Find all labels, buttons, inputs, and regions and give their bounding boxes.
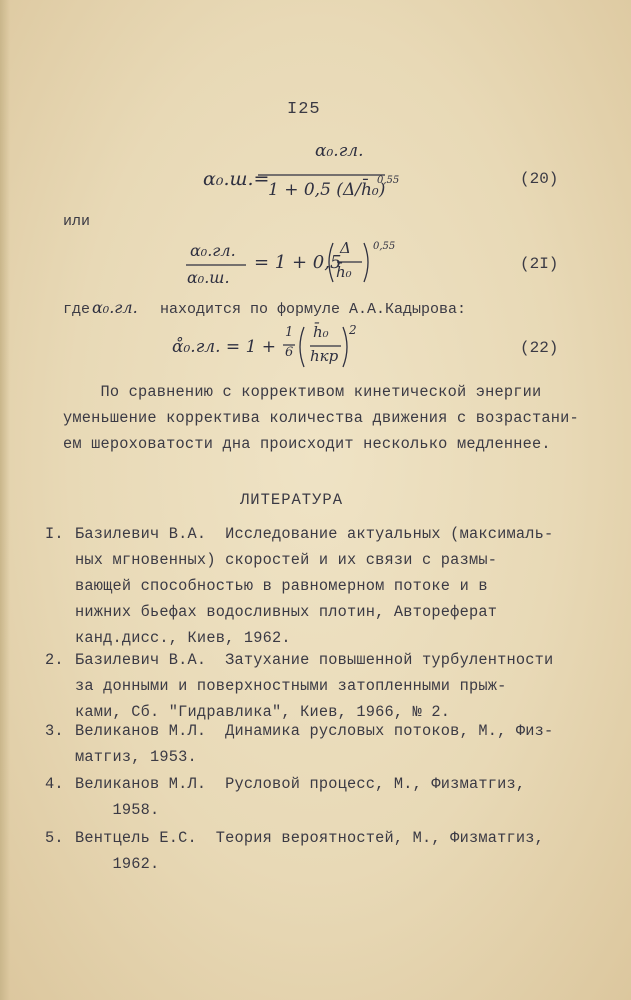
eq22-inner-den: hкр <box>310 347 339 365</box>
eq20-exponent: 0,55 <box>377 175 400 186</box>
reference-line: Великанов М.Л. Динамика русловых потоков, М., Физ- <box>75 722 554 740</box>
reference-line: Великанов М.Л. Русловой процесс, М., Физматгиз, <box>75 775 526 793</box>
paragraph-line: ем шероховатости дна происходит несколько медленнее. <box>63 435 551 453</box>
reference-line: ных мгновенных) скоростей и их связи с размы- <box>75 551 498 569</box>
literature-heading: ЛИТЕРАТУРА <box>240 491 344 509</box>
eq21-inner-den: h̄₀ <box>336 263 352 281</box>
reference-line: Базилевич В.А. Исследование актуальных (максималь- <box>75 525 554 543</box>
eq21-number: (2I) <box>520 255 559 273</box>
eq21-inner-num: Δ <box>340 239 351 257</box>
where-text: находится по формуле А.А.Кадырова: <box>160 301 467 318</box>
paragraph-line: По сравнению с коррективом кинетической энергии <box>63 383 542 401</box>
connector-ili: или <box>63 213 91 230</box>
eq22-lhs: α̊₀.гл. = 1 + <box>172 337 277 357</box>
reference-line: ками, Сб. "Гидравлика", Киев, 1966, № 2. <box>75 703 451 721</box>
eq21-frac-num: α₀.гл. <box>190 241 236 260</box>
eq22-coef-num: 1 <box>285 325 294 340</box>
eq22-coef-den: 6 <box>285 345 294 360</box>
reference-line: за донными и поверхностными затопленными прыж- <box>75 677 507 695</box>
eq20-number: (20) <box>520 170 559 188</box>
eq22-inner-num: h̄₀ <box>313 323 329 341</box>
reference-line: Базилевич В.А. Затухание повышенной турбулентности <box>75 651 554 669</box>
eq20-numerator: α₀.гл. <box>315 141 364 161</box>
reference-line: нижних бьефах водосливных плотин, Автореферат <box>75 603 498 621</box>
reference-line: матгиз, 1953. <box>75 748 197 766</box>
reference-line: вающей способностью в равномерном потоке и в <box>75 577 488 595</box>
eq20-lhs: α₀.ш.= <box>203 168 270 190</box>
eq22-number: (22) <box>520 339 559 357</box>
reference-number: 5. <box>45 829 64 847</box>
reference-number: 3. <box>45 722 64 740</box>
reference-line: Вентцель Е.С. Теория вероятностей, М., Физматгиз, <box>75 829 544 847</box>
page-number: I25 <box>287 100 321 119</box>
reference-line: канд.дисс., Киев, 1962. <box>75 629 291 647</box>
eq21-frac-den: α₀.ш. <box>187 268 230 287</box>
eq21-exponent: 0,55 <box>373 241 396 252</box>
reference-line: 1962. <box>75 855 160 873</box>
reference-number: 4. <box>45 775 64 793</box>
eq20-denominator: 1 + 0,5 (Δ/h̄₀) <box>268 180 386 200</box>
reference-line: 1958. <box>75 801 160 819</box>
eq21-rhs: = 1 + 0,5 <box>254 252 342 273</box>
reference-number: 2. <box>45 651 64 669</box>
where-symbol: α₀.гл. <box>92 298 138 317</box>
reference-number: I. <box>45 525 64 543</box>
eq22-exponent: 2 <box>349 323 357 337</box>
paragraph-line: уменьшение корректива количества движения с возрастани- <box>63 409 579 427</box>
where-gde: где <box>63 301 91 318</box>
